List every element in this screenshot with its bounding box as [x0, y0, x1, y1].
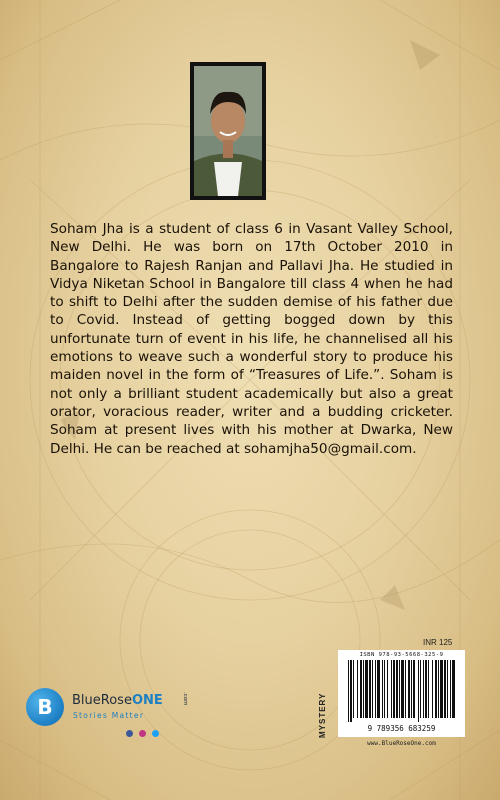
- publisher-logo-mark: [26, 688, 64, 726]
- genre-label: MYSTERY: [318, 692, 327, 738]
- publisher-tagline: Stories Matter: [73, 711, 145, 720]
- author-bio: Soham Jha is a student of class 6 in Vasant Valley School, New Delhi. He was born on 17th October 2010 in Bangalore to Rajesh Ranjan and Pallavi Jha. He studied in Vidya Niketan School in Bangalore till class 4 when he had to shift to Delhi after the sudden demise of his father due to Covid. Instead of getting bogged down by this unfortunate turn of event in his life, he channelised all his emotions to weave such a wonderful story to produce his maiden novel in the form of “Treasures of Life.”. Soham is not only a brilliant student academically but also a great orator, voracious reader, writer and a budding cricketer. Soham at present lives with his mother at Dwarka, New Delhi. He can be reached at sohamjha50@gmail.com.: [50, 221, 453, 457]
- price-label: INR 125: [423, 638, 453, 647]
- publisher-name-main: BlueRose: [72, 693, 132, 708]
- author-photo-frame: [190, 62, 266, 200]
- publisher-url: www.BlueRoseOne.com: [367, 740, 436, 747]
- publisher-name-accent: ONE: [131, 693, 163, 708]
- barcode-number: 9 789356 683259: [367, 724, 436, 733]
- barcode-box: [338, 650, 465, 737]
- publisher-name: [72, 692, 188, 708]
- publisher-logo: [26, 688, 226, 732]
- social-icons: [126, 722, 160, 730]
- isbn-text: ISBN 978-93-5668-325-9: [359, 652, 444, 658]
- facebook-icon: [126, 730, 133, 737]
- publisher-domain-suffix: .com: [182, 692, 188, 706]
- author-photo: [194, 66, 262, 196]
- barcode-icon: [346, 660, 457, 722]
- publisher-logo-letter: B: [37, 695, 53, 719]
